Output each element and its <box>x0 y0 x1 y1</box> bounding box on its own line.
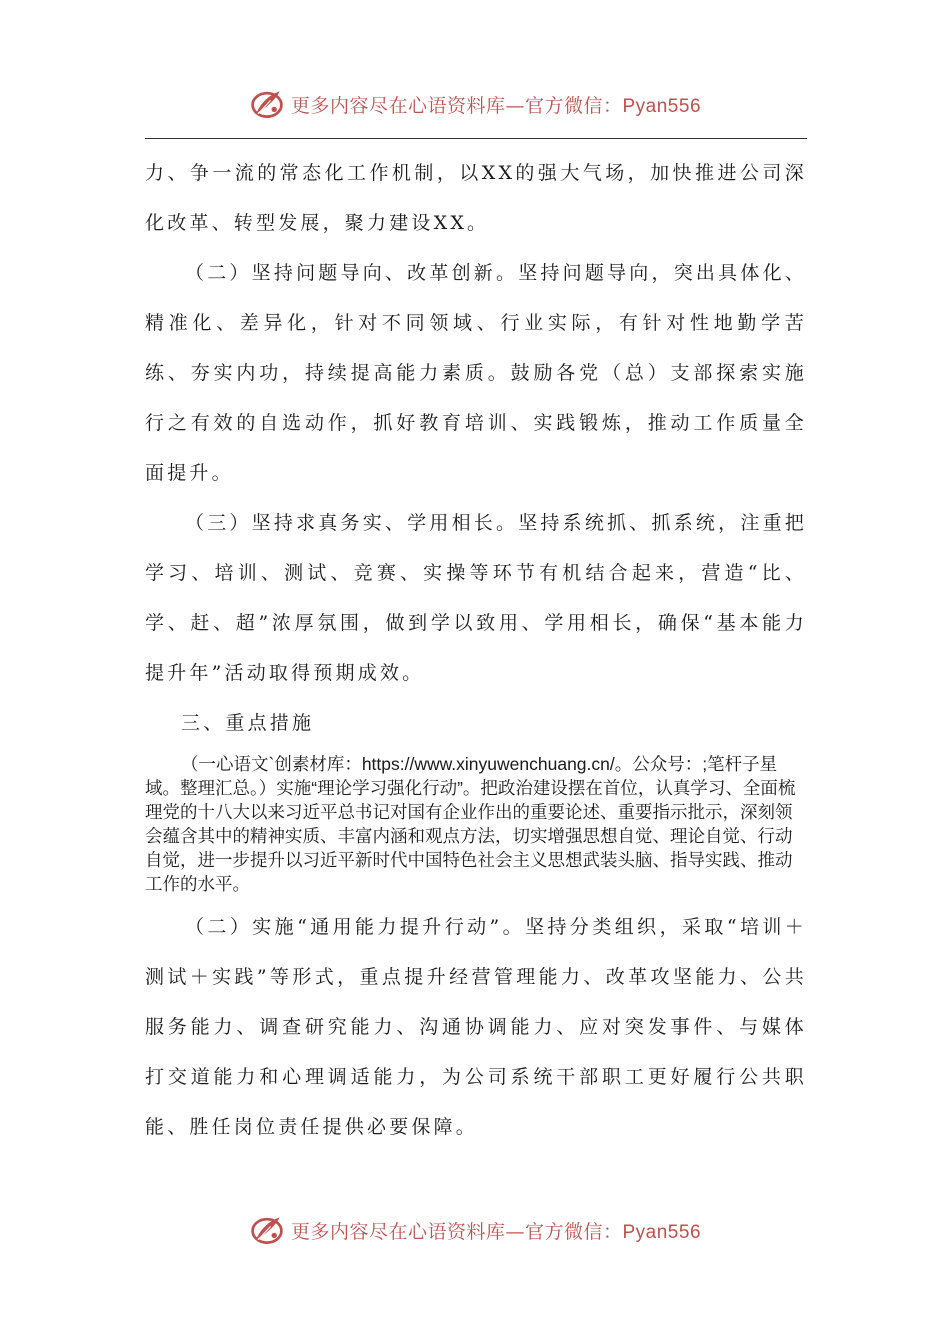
footer-brand-text <box>291 1217 701 1244</box>
paragraph-3: （三）坚持求真务实、学用相长。坚持系统抓、抓系统，注重把学习、培训、测试、竞赛、实操等环节有机结合起来，营造“比、学、赶、超”浓厚氛围，做到学以致用、学用相长，确保“基本能力提升年”活动取得预期成效。 <box>145 512 807 684</box>
section-heading: 三、重点措施 <box>181 712 315 734</box>
footer-brand <box>249 1212 701 1248</box>
header-contact: Pyan556 <box>622 95 702 117</box>
document-body <box>145 148 807 1152</box>
quill-logo-icon <box>249 1212 285 1248</box>
quill-logo-icon <box>249 86 285 122</box>
header-brand-text <box>291 91 701 118</box>
header-site-text: 更多内容尽在心语资料库—官方微信： <box>290 94 623 117</box>
header-divider <box>145 138 807 139</box>
paragraph-2: （二）坚持问题导向、改革创新。坚持问题导向，突出具体化、精准化、差异化，针对不同领域、行业实际，有针对性地勤学苦练、夯实内功，持续提高能力素质。鼓励各党（总）支部探索实施行之有效的自选动作，抓好教育培训、实践锻炼，推动工作质量全面提升。 <box>145 262 807 484</box>
paragraph-5: （二）实施“通用能力提升行动”。坚持分类组织，采取“培训＋测试＋实践”等形式，重点提升经营管理能力、改革攻坚能力、公共服务能力、调查研究能力、沟通协调能力、应对突发事件、与媒体打交道能力和心理调适能力，为公司系统干部职工更好履行公共职能、胜任岗位责任提供必要保障。 <box>145 916 807 1138</box>
footer-site-text: 更多内容尽在心语资料库—官方微信： <box>290 1220 623 1243</box>
footer-contact: Pyan556 <box>622 1221 702 1243</box>
page-header <box>0 82 950 126</box>
header-brand <box>249 86 701 122</box>
paragraph-1: 力、争一流的常态化工作机制，以XX的强大气场，加快推进公司深化改革、转型发展，聚力建设XX。 <box>145 162 807 234</box>
page-footer <box>0 1208 950 1252</box>
paragraph-4: （一心语文`创素材库：https://www.xinyuwenchuang.cn/。公众号：;笔杆子星域。整理汇总。）实施“理论学习强化行动”。把政治建设摆在首位，认真学习、全面梳理党的十八大以来习近平总书记对国有企业作出的重要论述、重要指示批示，深刻领会蕴含其中的精神实质、丰富内涵和观点方法，切实增强思想自觉、理论自觉、行动自觉，进一步提升以习近平新时代中国特色社会主义思想武装头脑、指导实践、推动工作的水平。 <box>145 754 796 894</box>
